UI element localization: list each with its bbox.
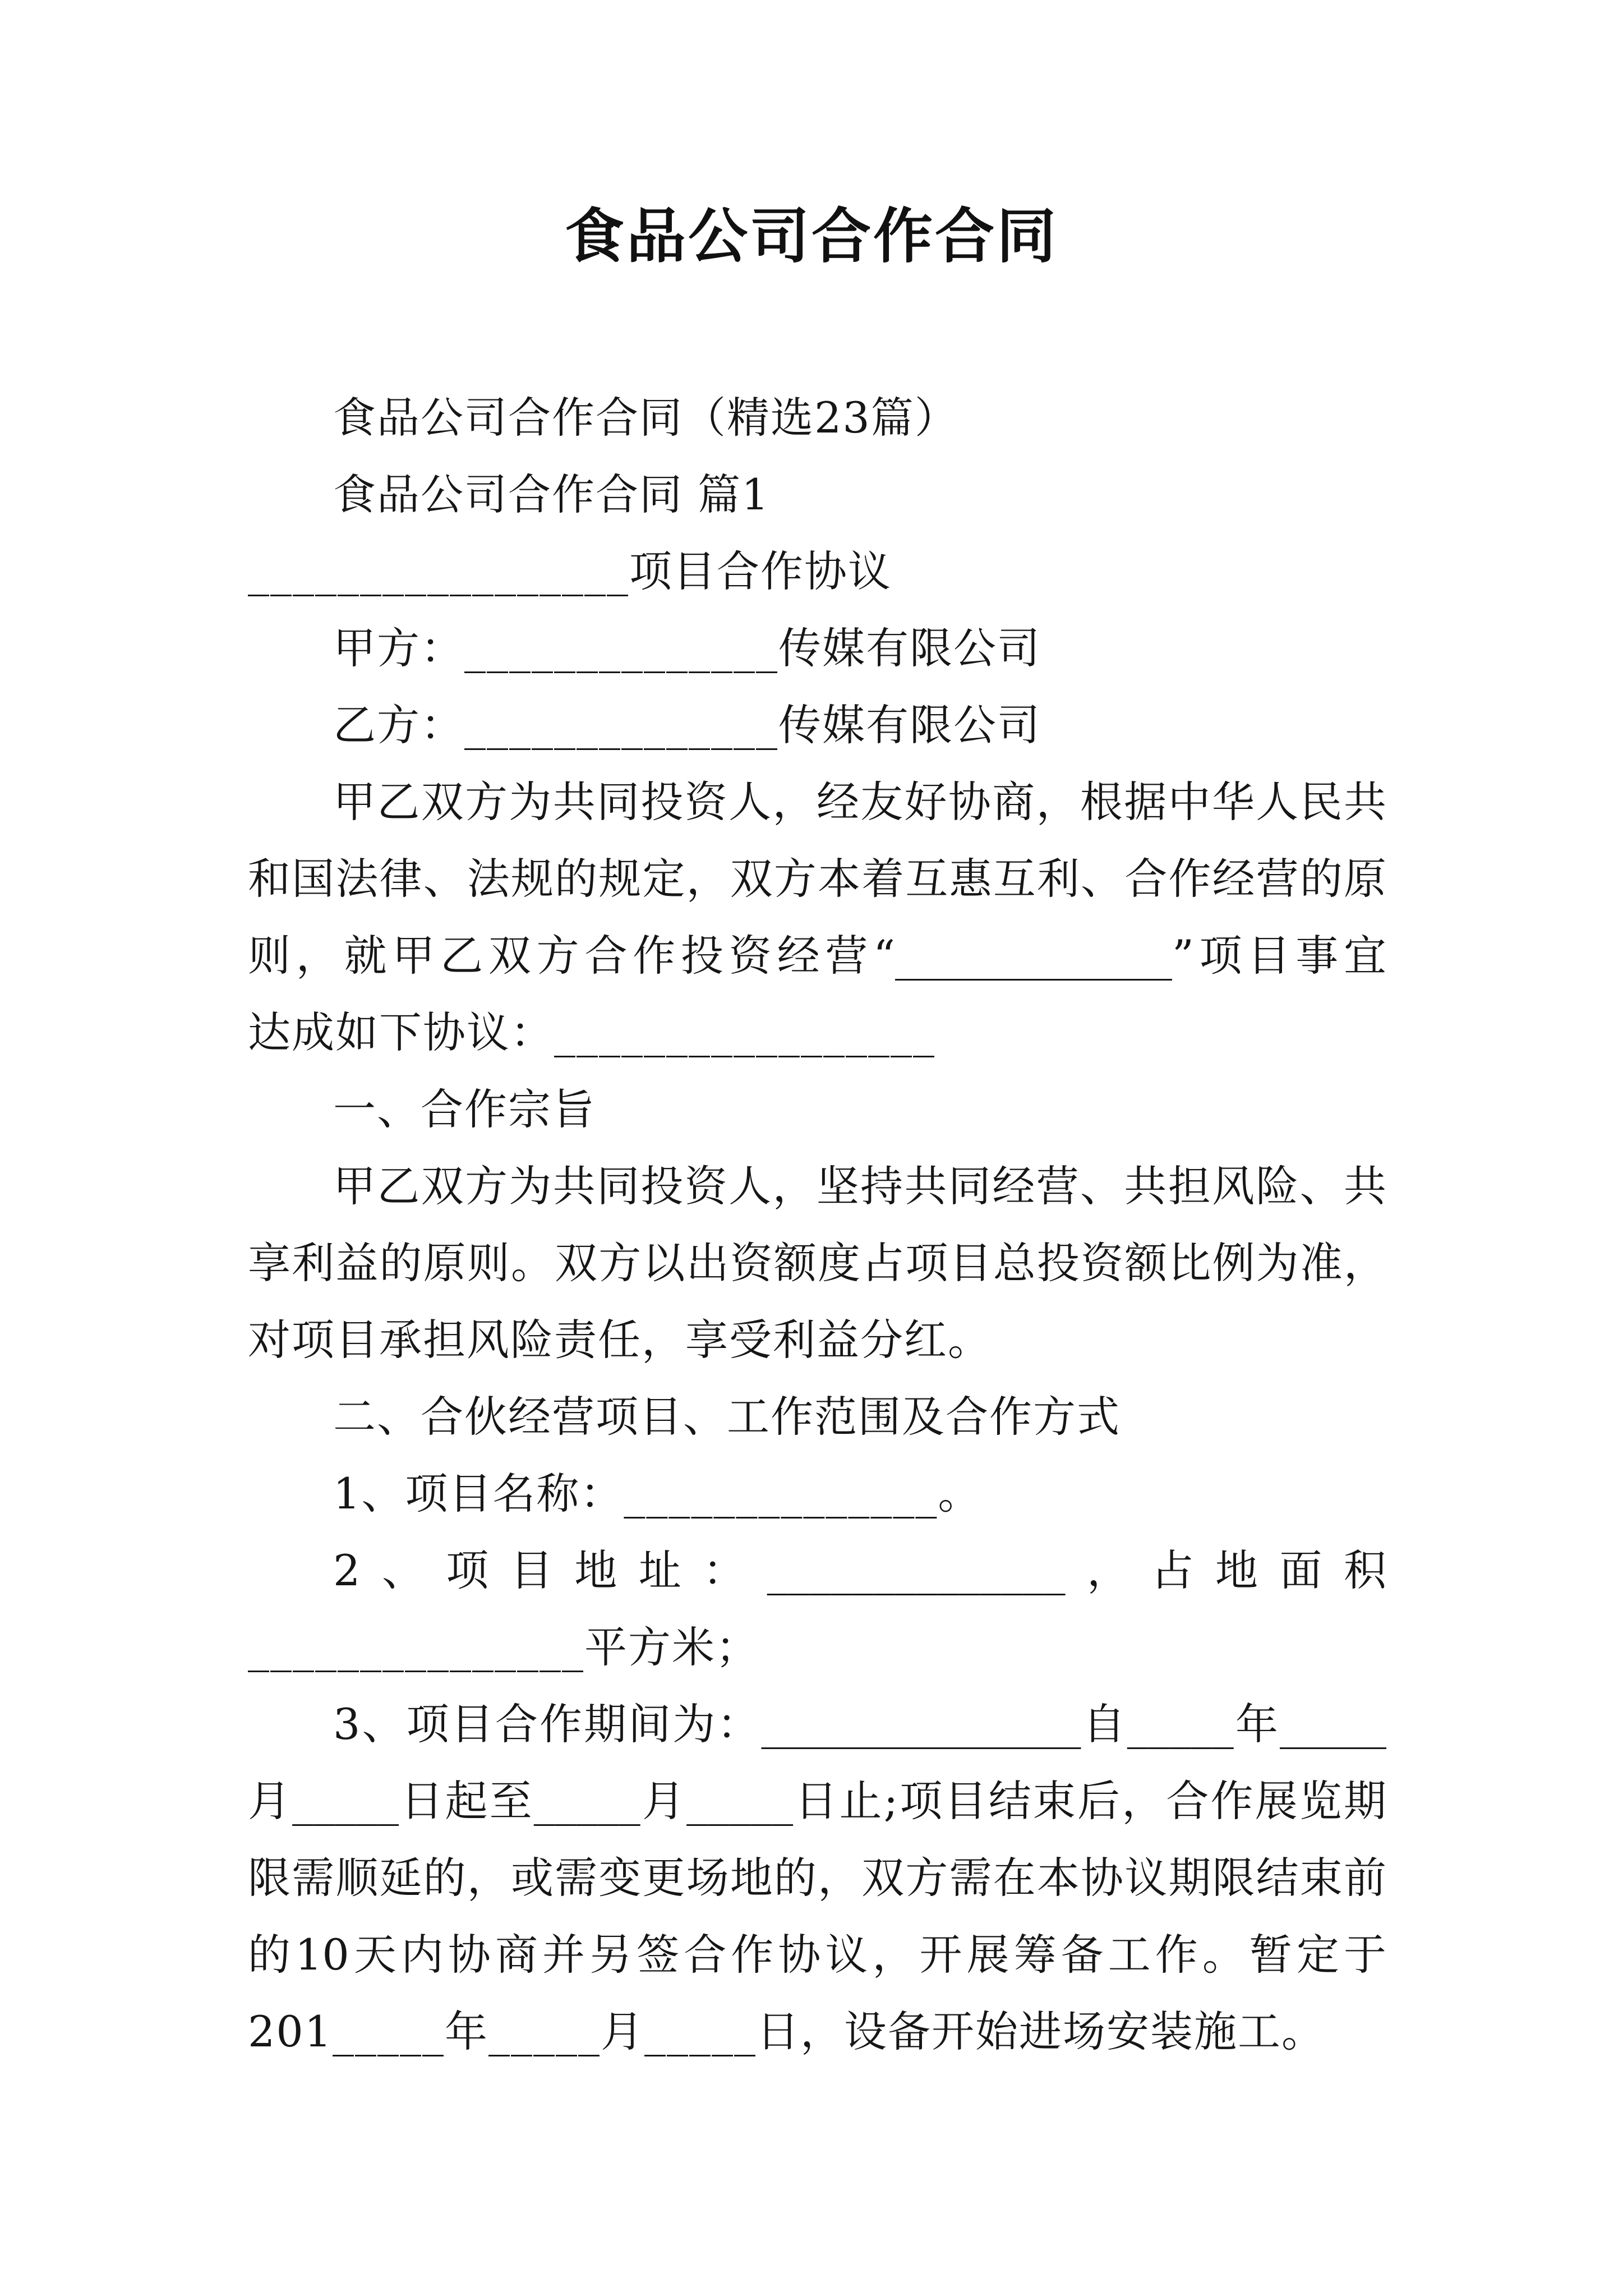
- clause-cooperation-period: [248, 1686, 1386, 2070]
- paragraph-line: 二、合伙经营项目、工作范围及合作方式: [333, 1392, 1121, 1442]
- paragraph-line: 一、合作宗旨: [333, 1084, 596, 1134]
- paragraph-line: 则，就甲乙双方合作投资经营“_____________”项目事宜: [248, 931, 1386, 981]
- paragraph-line: 201_____年_____月_____日，设备开始进场安装施工。: [248, 2007, 1326, 2056]
- paragraph-preamble: [248, 763, 1386, 1071]
- paragraph-line: 3、项目合作期间为：_______________自_____年_____: [333, 1699, 1386, 1749]
- paragraph-line: 和国法律、法规的规定，双方本着互惠互利、合作经营的原: [248, 854, 1386, 904]
- paragraph-line: _______________平方米；: [248, 1622, 759, 1672]
- paragraph-purpose: [248, 1148, 1386, 1378]
- paragraph-line: 2、项目地址：______________，占地面积: [333, 1545, 1386, 1595]
- clause-project-address: [248, 1532, 1386, 1686]
- document-body: [248, 379, 1386, 2070]
- paragraph-line: 乙方：______________传媒有限公司: [333, 700, 1041, 750]
- paragraph-line: 甲乙双方为共同投资人，经友好协商，根据中华人民共: [333, 777, 1386, 827]
- section-heading-scope: [248, 1378, 1386, 1455]
- document-title: 食品公司合作合同: [565, 201, 1058, 271]
- paragraph-line: 的10天内协商并另签合作协议，开展筹备工作。暂定于: [248, 1930, 1386, 1980]
- paragraph-line: 限需顺延的，或需变更场地的，双方需在本协议期限结束前: [248, 1853, 1386, 1903]
- paragraph-line: 食品公司合作合同（精选23篇）: [333, 393, 958, 443]
- paragraph-party-b: [248, 687, 1386, 763]
- paragraph-line: 食品公司合作合同 篇1: [333, 470, 770, 519]
- paragraph-line: 达成如下协议：_________________: [248, 1007, 935, 1057]
- paragraph-line: 甲方：______________传媒有限公司: [333, 623, 1041, 673]
- paragraph-line: _________________项目合作协议: [248, 546, 892, 596]
- section-heading-purpose: [248, 1071, 1386, 1148]
- clause-project-name: [248, 1455, 1386, 1532]
- paragraph-collection-title: [248, 379, 1386, 456]
- paragraph-line: 1、项目名称：______________。: [333, 1469, 982, 1519]
- paragraph-agreement-name: [248, 533, 1386, 610]
- paragraph-line: 月_____日起至_____月_____日止;项目结束后，合作展览期: [248, 1776, 1386, 1826]
- paragraph-article-heading: [248, 456, 1386, 533]
- paragraph-line: 享利益的原则。双方以出资额度占项目总投资额比例为准，: [248, 1238, 1386, 1288]
- paragraph-line: 对项目承担风险责任，享受利益分红。: [248, 1315, 992, 1365]
- paragraph-party-a: [248, 610, 1386, 687]
- paragraph-line: 甲乙双方为共同投资人，坚持共同经营、共担风险、共: [333, 1161, 1386, 1211]
